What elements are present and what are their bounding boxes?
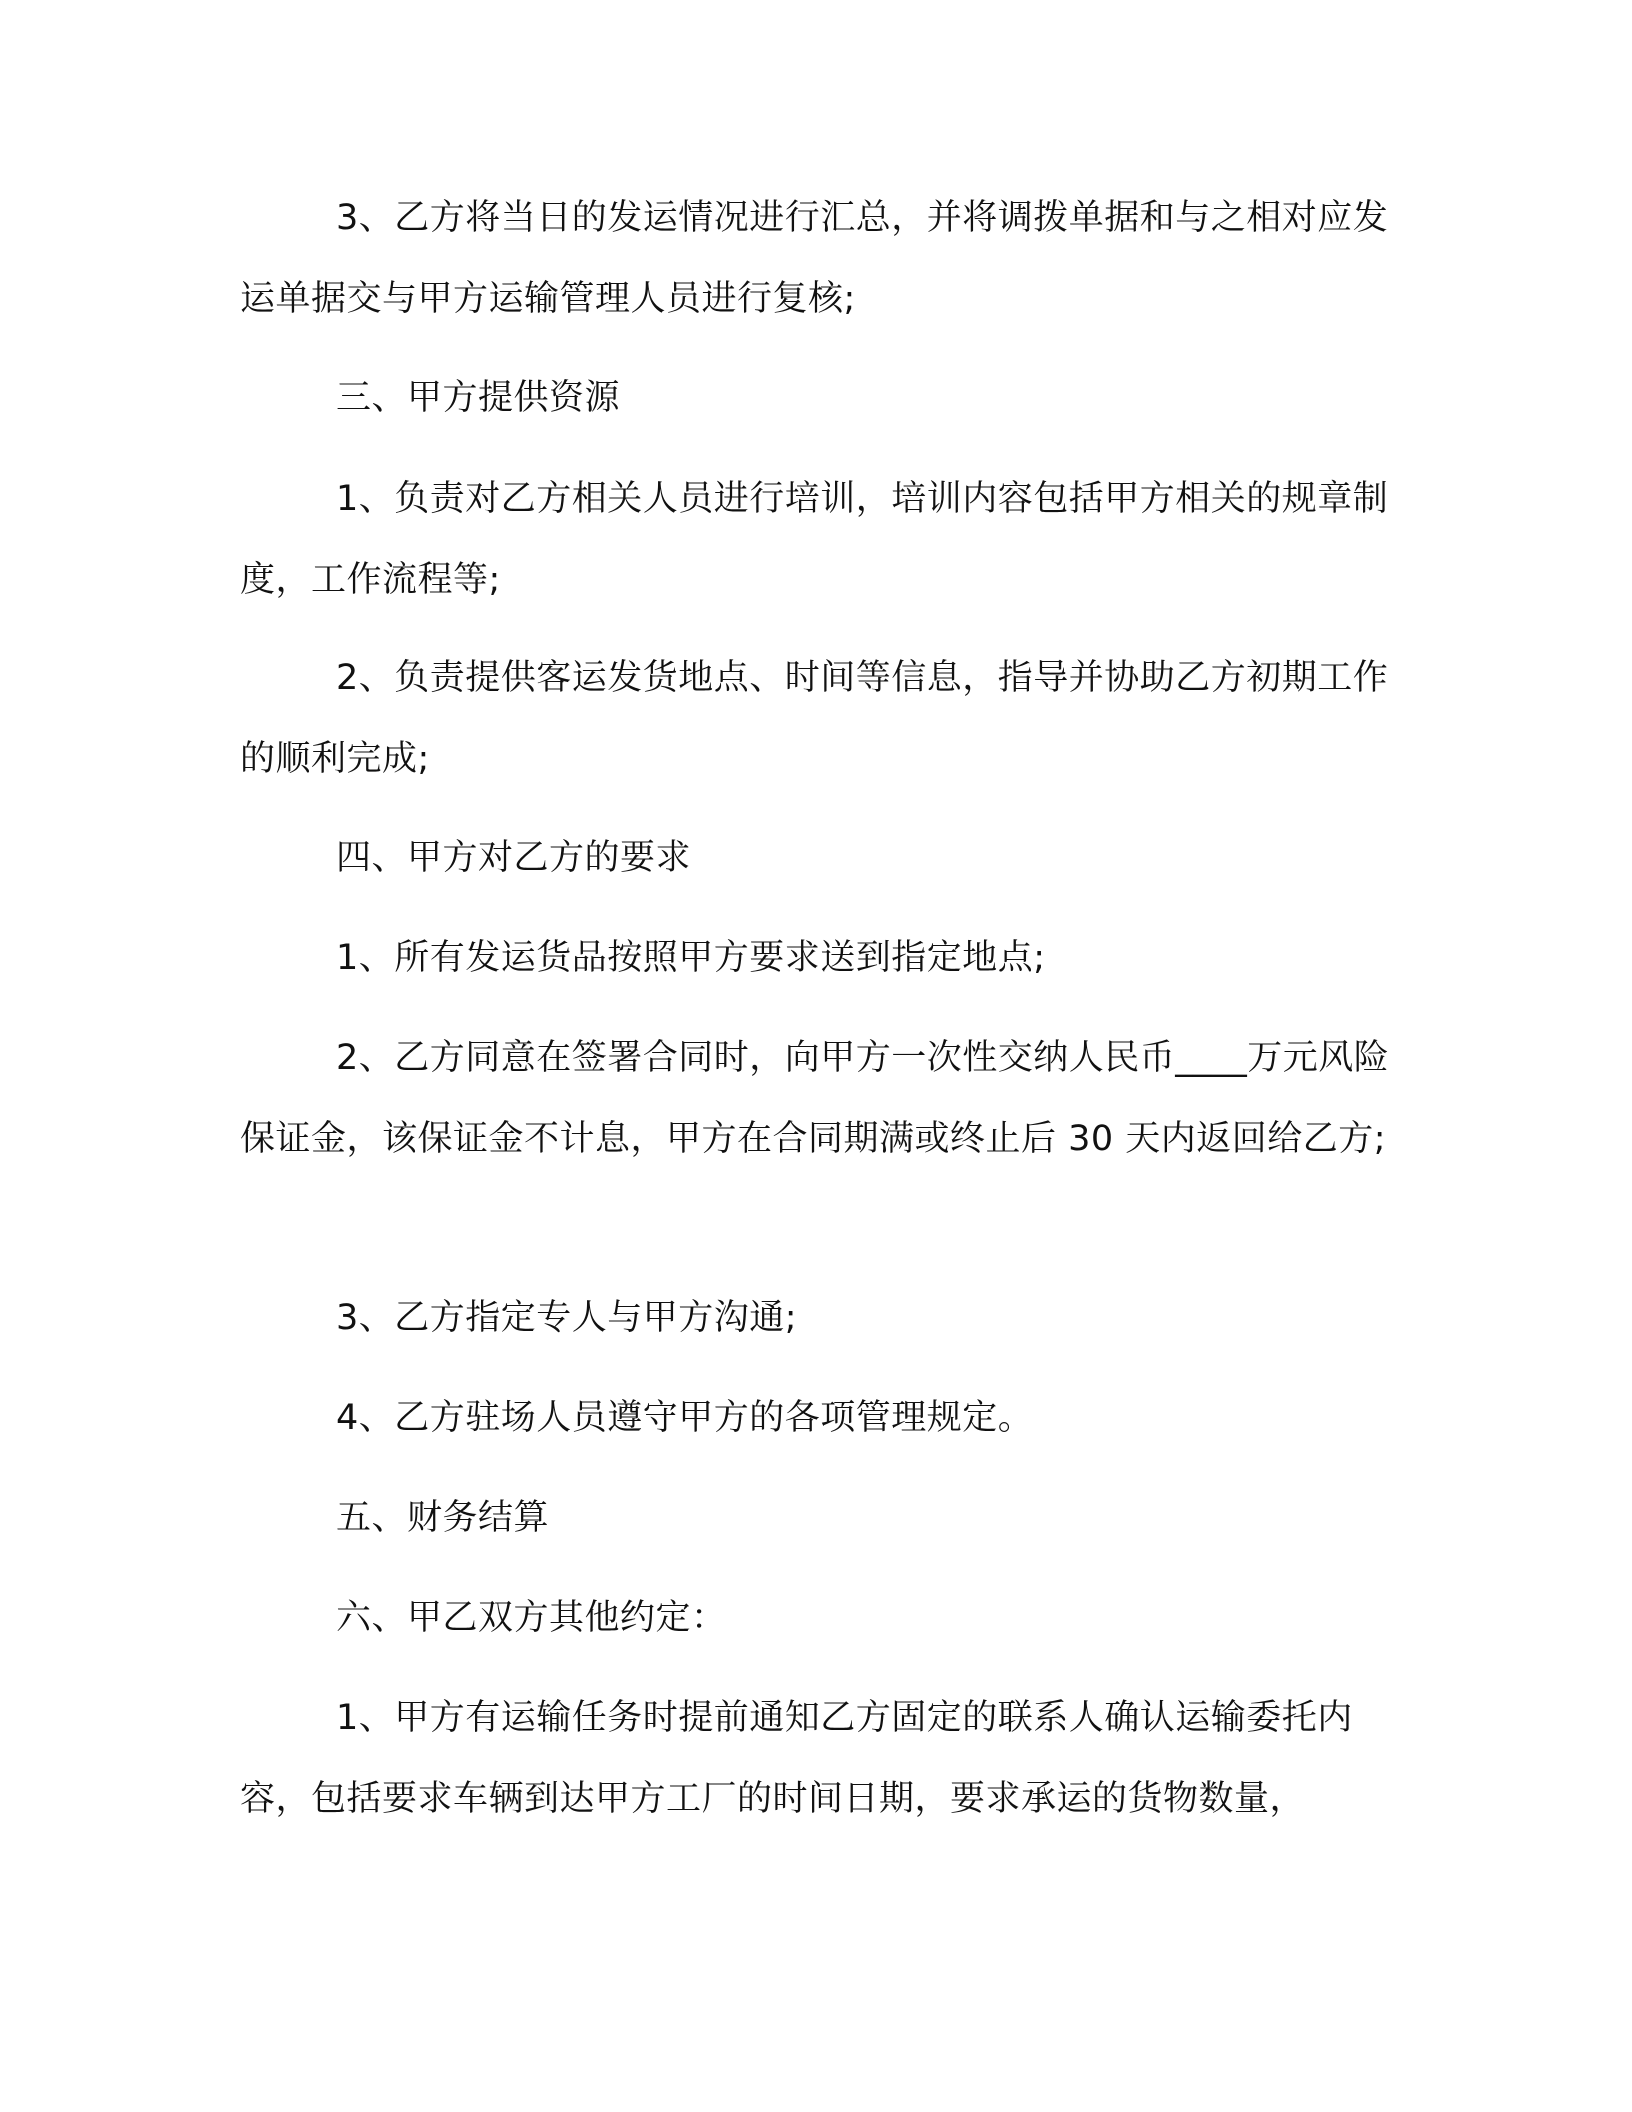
section-heading-4: 四、甲方对乙方的要求 <box>336 838 692 878</box>
paragraph-item-3-summary: 3、乙方将当日的发运情况进行汇总，并将调拨单据和与之相对应发运单据交与甲方运输管理人员进行复核; <box>240 198 1389 319</box>
paragraph-delivery: 1、所有发运货品按照甲方要求送到指定地点; <box>336 938 1046 978</box>
paragraph-onsite-rules: 4、乙方驻场人员遵守甲方的各项管理规定。 <box>336 1398 1034 1438</box>
paragraph-shipping-info: 2、负责提供客运发货地点、时间等信息，指导并协助乙方初期工作的顺利完成; <box>240 658 1389 779</box>
paragraph-contact-person: 3、乙方指定专人与甲方沟通; <box>336 1298 798 1338</box>
paragraph-deposit: 2、乙方同意在签署合同时，向甲方一次性交纳人民币____万元风险保证金，该保证金不计息，甲方在合同期满或终止后 30 天内返回给乙方; <box>240 1038 1390 1159</box>
section-heading-3: 三、甲方提供资源 <box>336 378 621 418</box>
paragraph-training: 1、负责对乙方相关人员进行培训，培训内容包括甲方相关的规章制度，工作流程等; <box>240 479 1389 600</box>
section-heading-6: 六、甲乙双方其他约定： <box>336 1598 727 1638</box>
paragraph-transport-notice: 1、甲方有运输任务时提前通知乙方固定的联系人确认运输委托内容，包括要求车辆到达甲方工厂的时间日期，要求承运的货物数量， <box>240 1698 1353 1819</box>
section-heading-5: 五、财务结算 <box>336 1498 550 1538</box>
